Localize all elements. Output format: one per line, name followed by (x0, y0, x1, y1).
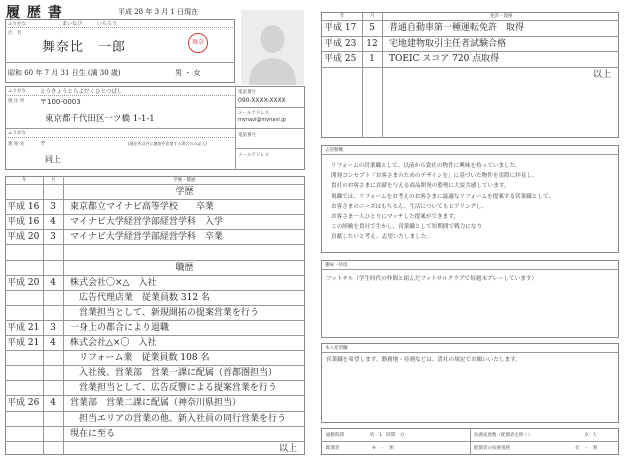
spouse-label: 配偶者 (326, 446, 340, 451)
row-divider (321, 36, 619, 37)
history-month: 4 (50, 217, 56, 228)
motivation-line: 貴社のお客さまに貢献を与える商品開発の姿勢に大変共感しています。 (331, 183, 510, 190)
motivation-line: お客さまのニーズはもちろん、生活についてもヒアリングし、 (331, 203, 488, 210)
history-text: 職歴 (175, 262, 194, 273)
motivation-line: 貢献したいと考え、志望いたしました。 (331, 234, 433, 241)
history-text: 一身上の都合により退職 (70, 322, 170, 333)
history-year: 平成 21 (7, 338, 40, 349)
row-divider (321, 51, 619, 52)
spouse-duty-value: 有 ・ 無 (575, 446, 598, 451)
photo-placeholder (241, 10, 304, 85)
history-month: 4 (50, 398, 56, 409)
history-text: マイナビ大学経営学部経営学科 入学 (70, 217, 223, 228)
row-divider (5, 350, 305, 351)
address-label: 現 住 所 (8, 99, 25, 104)
license-text: 宅地建物取引主任者試験合格 (389, 38, 507, 49)
history-year: 平成 26 (7, 398, 40, 409)
license-text: 普通自動車第一種運転免許 取得 (389, 23, 525, 34)
history-text: 担当エリアの営業の他、新入社員の同行営業を行う (70, 413, 287, 424)
phone-number: 090-XXXX-XXXX (238, 97, 286, 104)
row-divider (5, 335, 305, 336)
address-furigana: とうきょうとちよだくひとつばし (40, 89, 123, 95)
wishes-label: 本人希望欄 (325, 346, 348, 351)
row-divider (5, 441, 305, 442)
dependents-label: 扶養家族数（配偶者を除く） (474, 433, 533, 438)
resume-title: 履 歴 書 (6, 5, 63, 21)
history-year: 平成 21 (7, 322, 40, 333)
dependents-value: 0 人 (585, 433, 597, 438)
motivation-line: リフォームの営業職として、以前から貴社の物件に興味を持っていました。 (331, 163, 521, 169)
contact-address: 同上 (45, 155, 61, 164)
history-month: 3 (50, 322, 56, 333)
license-month: 5 (369, 23, 375, 34)
commute-label: 通勤時間 (326, 433, 344, 438)
applicant-name: 舞奈比 一郎 (42, 40, 127, 55)
license-year: 平成 17 (324, 23, 357, 34)
birth-date: 昭和 60 年 7 月 31 日生 (満 30 歳) (8, 69, 121, 77)
motivation-label: 志望動機 (325, 148, 343, 153)
gender: 男 ・ 女 (175, 69, 201, 77)
license-text: 以上 (592, 69, 611, 80)
history-text: リフォーム業 従業員数 108 名 (70, 353, 210, 364)
row-divider (5, 229, 305, 230)
current-address: 東京都千代田区一ツ橋 1-1-1 (45, 114, 155, 124)
person-silhouette-icon (241, 10, 304, 85)
history-text: マイナビ大学経営学部経営学科 卒業 (70, 232, 223, 243)
row-divider (5, 380, 305, 381)
motivation-line: 開発コンセプト「お客さまのためのデザインを」に基づいた物件を実際に拝見し、 (331, 173, 538, 180)
row-divider (5, 365, 305, 366)
history-year: 平成 16 (7, 202, 40, 213)
history-text: 現在に至る (70, 428, 116, 439)
row-divider (5, 214, 305, 215)
contact-note: (現住所以外に連絡を希望する場合のみ記入) (128, 141, 208, 146)
row-divider (5, 244, 305, 245)
motivation-line: この経験を貴社で生かし、営業職として短期間で戦力になり (331, 224, 483, 231)
row-divider (5, 260, 305, 261)
history-text: 入社後、営業部 営業一課に配属（首都圏担当） (70, 368, 278, 379)
wishes-text: 営業職を希望します。勤務地・待遇などは、貴社の規定でお願いいたします。 (326, 357, 521, 363)
email-address: mynavi@mynavi.jp (238, 117, 286, 123)
row-divider (5, 290, 305, 291)
row-divider (5, 275, 305, 276)
license-text: TOEIC スコア 720 点取得 (389, 54, 500, 65)
address-postal: 〒100-0003 (40, 98, 81, 106)
history-year: 平成 20 (7, 232, 40, 243)
row-divider (5, 199, 305, 200)
history-month: 4 (50, 338, 56, 349)
license-year: 平成 23 (324, 38, 357, 49)
motivation-line: 現職では、リフォームをお考えのお客さまに最適なリフォームを提案する営業職として、 (331, 193, 555, 200)
history-text: 東京都立マイナビ高等学校 卒業 (70, 202, 214, 213)
history-text: 広告代理店業 従業員数 312 名 (70, 292, 210, 303)
license-month: 12 (366, 38, 378, 49)
history-text: 営業担当として、広告反響による提案営業を行う (70, 383, 277, 394)
history-text: 営業部 営業二課に配属（神奈川県担当） (70, 398, 242, 409)
row-divider (321, 20, 619, 21)
history-text: 営業担当として、新規開拓の提案営業を行う (70, 307, 259, 318)
seal-stamp: 舞奈 (188, 33, 208, 53)
resume-date: 平成 28 年 3 月 1 日現在 (118, 8, 199, 16)
row-divider (321, 67, 619, 68)
history-month: 3 (50, 232, 56, 243)
row-divider (5, 411, 305, 412)
row-divider (5, 305, 305, 306)
name-furigana: まいなび いちろう (62, 21, 118, 27)
spouse-duty-label: 配偶者の扶養義務 (474, 446, 510, 451)
license-year: 平成 25 (324, 54, 357, 65)
history-text: 株式会社〇×△ 入社 (70, 277, 157, 288)
license-month: 1 (369, 54, 375, 65)
history-text: 学歴 (175, 187, 194, 198)
hobbies-label: 趣味・特技 (325, 263, 348, 268)
name-furigana-label: ふりがな (8, 22, 26, 27)
contact-label: 連 絡 先 (8, 142, 25, 147)
row-divider (5, 426, 305, 427)
hobbies-text: フットサル（学生時代の仲間と組んだフットサルクラブで毎週末プレーしています） (326, 276, 538, 282)
name-label: 氏 名 (8, 31, 22, 36)
row-divider (5, 184, 305, 185)
history-year: 平成 16 (7, 217, 40, 228)
hobbies-box (321, 260, 619, 338)
history-text: 株式会社△×〇 入社 (70, 338, 157, 349)
row-divider (5, 320, 305, 321)
spouse-value: ※ ・ 無 (372, 446, 394, 451)
history-month: 3 (50, 202, 56, 213)
history-year: 平成 20 (7, 277, 40, 288)
history-text: 以上 (278, 443, 297, 454)
motivation-line: お客さま一人ひとりにマッチした提案ができます。 (331, 214, 459, 220)
contact-postal: 〒 (40, 141, 47, 148)
row-divider (5, 395, 305, 396)
history-month: 4 (50, 277, 56, 288)
commute-value: 約 1 時間 分 (370, 433, 405, 438)
